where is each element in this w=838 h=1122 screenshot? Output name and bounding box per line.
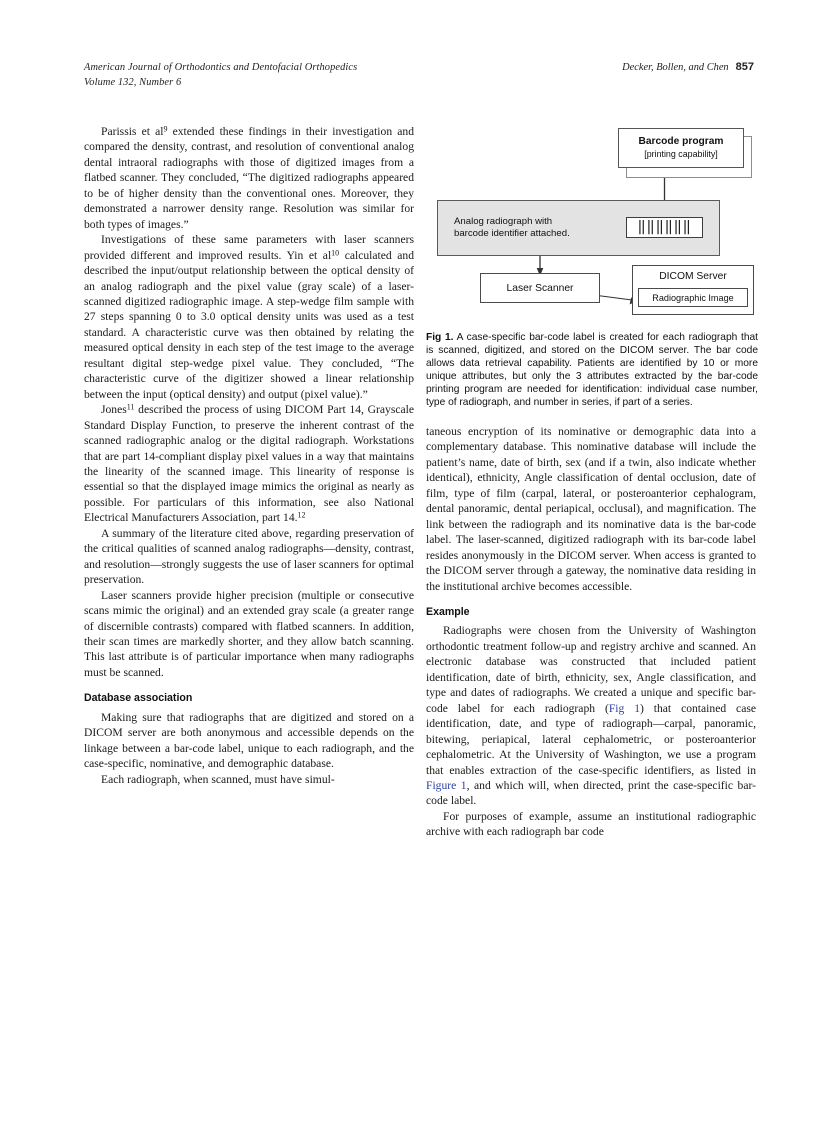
figure-1-diagram — [426, 124, 758, 319]
running-head-authors-page — [622, 60, 754, 75]
paragraph: Each radiograph, when scanned, must have simul- — [101, 772, 335, 786]
page-number: 857 — [735, 61, 754, 73]
paragraph: Investigations of these same parameters with laser scanners provided different and improved results. Yin et $al^{10}$ calculated and described the input/output relationship between the optical density of an analog radiograph and the pixel value (gray scale) of a laser-scanned digitized radiographic image. A step-wedge film sample with 27 steps spanning 0 to 3.0 optical density units was used as a test standard. A characteristic curve was then obtained by relating the measured optical density in each step of the test image to the average resultant digital step-wedge pixel value. They concluded, “The characteristic curve of the digitizer showed a linear relationship between the input (optical density) and output (pixel value).” — [84, 233, 414, 401]
radiographic-image-label: Radiographic Image — [652, 292, 734, 303]
paragraph: For purposes of example, assume an institutional radiographic archive with each radiograph bar code — [426, 809, 756, 839]
dicom-server-label: DICOM Server — [659, 271, 727, 282]
figure-1-caption-label: Fig 1. — [426, 332, 454, 343]
laser-scanner-box — [480, 273, 600, 303]
example-text-part2: ) that contained case identification, date, and type of radiograph—carpal, panoramic, bitewing, periapical, lateral cephalometric, or posteroanterior cephalometric. At the University of Washington, we use a program that enables extraction of the case-specific identifiers, as listed in — [426, 701, 756, 777]
barcode-label — [626, 217, 703, 238]
figure-1-link[interactable]: Fig 1 — [608, 701, 640, 715]
section-heading-database-association: Database association — [84, 692, 193, 705]
paragraph: Making sure that radiographs that are digitized and stored on a DICOM server are both anonymous and accessible depends on the linkage between a bar-code label, unique to each radiograph, and the case-specific, nominative, and demographic database. — [84, 710, 414, 771]
analog-radiograph-line1: Analog radiograph with — [454, 215, 553, 227]
running-head — [84, 60, 754, 94]
figure-1-caption — [426, 331, 758, 410]
figure-1 — [426, 124, 758, 410]
figure-1-link-2[interactable]: Figure 1 — [426, 778, 467, 792]
running-head-journal — [84, 60, 357, 90]
running-head-authors: Decker, Bollen, and Chen — [622, 62, 729, 73]
paragraph: Parissis et $al^9$ extended these findings in their investigation and compared the density, contrast, and resolution of conventional analog dental intraoral radiographs with those of digitized images from a flatbed scanner. They concluded, “The digitized radiographs appeared to be of higher density than the conventional ones. Moreover, they demonstrated a narrower density range. Resolution was similar for both types of images.” — [84, 124, 414, 231]
journal-volume-line: Volume 132, Number 6 — [84, 77, 182, 88]
section-heading-example: Example — [426, 605, 470, 618]
left-column — [84, 124, 414, 787]
barcode-program-subtitle: [printing capability] — [644, 148, 718, 159]
example-text-part1: Radiographs were chosen from the University of Washington orthodontic treatment follow-up and registry archive and scanned. An electronic database was constructed that included patient identification, date of birth, ethnicity, sex, Angle classification, and type and dates of radiographs. We created a unique and specific bar-code label for each radiograph ( — [426, 624, 756, 715]
barcode-program-box — [618, 128, 744, 168]
analog-radiograph-line2: barcode identifier attached. — [454, 228, 570, 239]
radiographic-image-box — [638, 288, 748, 307]
paragraph: Jones$^{11}$ described the process of using DICOM Part 14, Grayscale Standard Display Function, to preserve the inherent contrast of the scanned radiographic analog or the digital radiograph. Workstations that are part 14-compliant display pixel values in a way that maintains the linearity of the scanned image. This linearity of response is essential so that the displayed image mimics the original as nearly as possible. For particulars of this information, see also National Electrical Manufacturers Association, part 14.12 — [84, 402, 414, 525]
figure-1-caption-text: A case-specific bar-code label is created for each radiograph that is scanned, digitized, and stored on the DICOM server. The bar code allows data retrieval capability. Patients are identified by 10 or more unique attributes, but only the 3 attributes extracted by the bar-code printing program are needed for identification: individual case number, type of radiograph, and number in series, if part of a series. — [426, 332, 758, 409]
paragraph: taneous encryption of its nominative or demographic data into a complementary database. This nominative database will include the patient’s name, date of birth, sex (and if a twin, also indicate whether identical), ethnicity, Angle classification of dental occlusion, date of film, type of film (carpal, lateral, or posteroanterior cephalogram, dental panoramic, dental periapical, occlusal), and magnification. The link between the radiograph and its nominative data is the bar-code label. The laser-scanned, digitized radiograph with its bar-code label resides anonymously in the DICOM server. When access is granted to the DICOM server through a gateway, the nominative data residing in the institutional archive becomes accessible. — [426, 425, 756, 593]
example-text-part3: , and which will, when directed, print the case-specific bar-code label. — [426, 778, 756, 808]
paragraph-example — [426, 623, 756, 808]
paragraph: Laser scanners provide higher precision (multiple or consecutive scans mimic the original) and an extended gray scale (a greater range of discernible contrasts) compared with flatbed scanners. In addition, their scan times are markedly shorter, and they allow batch scanning. This last attribute is of particular importance when many radiographs must be scanned. — [84, 588, 414, 679]
barcode-icon: ‖‖‖‖‖‖ — [637, 219, 692, 236]
barcode-program-title: Barcode program — [638, 136, 724, 147]
right-column — [426, 424, 756, 840]
paragraph: A summary of the literature cited above, regarding preservation of the critical qualities of scanned analog radiographs—density, contrast, and resolution—strongly suggests the use of laser scanners for optimal preservation. — [84, 526, 414, 587]
journal-title-line1: American Journal of Orthodontics and Dentofacial Orthopedics — [84, 62, 358, 73]
laser-scanner-label: Laser Scanner — [506, 282, 574, 294]
